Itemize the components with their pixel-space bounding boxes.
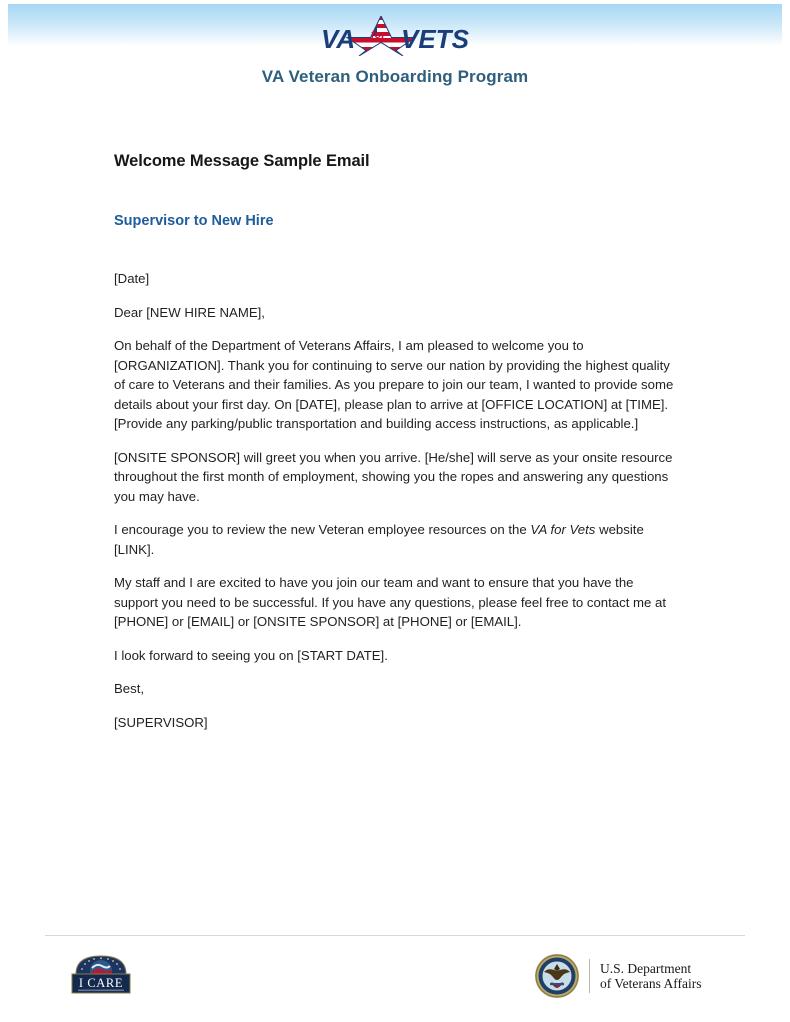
va-wordmark-line-2: of Veterans Affairs — [600, 976, 702, 991]
svg-text:VETS: VETS — [401, 24, 469, 54]
footer-divider — [45, 935, 745, 936]
program-title: VA Veteran Onboarding Program — [261, 67, 529, 86]
date-line: [Date] — [114, 271, 150, 286]
va-wordmark — [600, 961, 701, 991]
header-content — [0, 0, 790, 87]
letter-body — [114, 269, 674, 732]
paragraph-onsite-sponsor: [ONSITE SPONSOR] will greet you when you arrive. [He/she] will serve as your onsite resource throughout the first month of employment, showing you the ropes and answering any questions you may have. — [114, 449, 673, 504]
i-care-logo — [68, 952, 134, 998]
mark-divider — [589, 959, 590, 993]
closing: Best, — [114, 681, 145, 696]
paragraph-support: My staff and I are excited to have you join our team and want to ensure that you have the support you need to be successful. If you have any questions, please feel free to contact me at [PHONE] or [EMAIL] or [ONSITE SPONSOR] at [PHONE] or [EMAIL]. — [114, 575, 667, 629]
resources-text-before: I encourage you to review the new Veteran employee resources on the — [114, 522, 531, 537]
page-header — [0, 0, 790, 110]
va-for-vets-logo — [319, 16, 471, 56]
paragraph-start-date: I look forward to seeing you on [START DATE]. — [114, 647, 388, 663]
page-title: Welcome Message Sample Email — [114, 152, 370, 170]
svg-text:VA: VA — [321, 24, 356, 54]
va-department-mark — [534, 952, 701, 1000]
paragraph-welcome: On behalf of the Department of Veterans Affairs, I am pleased to welcome you to [ORGANIZATION]. Thank you for continuing to serve our nation by providing the highest quality of care to Veterans and their families. As you prepare to join our team, I wanted to provide some details about your first day. On [DATE], please plan to arrive at [OFFICE LOCATION] at [TIME]. [Provide any parking/public transportation and building access instructions, as applicable.] — [114, 338, 674, 431]
resources-text-after: website [LINK]. — [114, 522, 644, 557]
document-body — [114, 152, 674, 746]
va-seal-icon — [534, 953, 580, 999]
va-wordmark-line-1: U.S. Department — [600, 961, 692, 976]
paragraph-resources — [114, 520, 674, 559]
svg-text:I CARE: I CARE — [78, 976, 124, 990]
document-subtitle: Supervisor to New Hire — [114, 213, 274, 229]
salutation: Dear [NEW HIRE NAME], — [114, 304, 265, 320]
signature: [SUPERVISOR] — [114, 714, 208, 730]
svg-text:for: for — [371, 29, 386, 41]
va-for-vets-italic: VA for Vets — [530, 522, 596, 537]
